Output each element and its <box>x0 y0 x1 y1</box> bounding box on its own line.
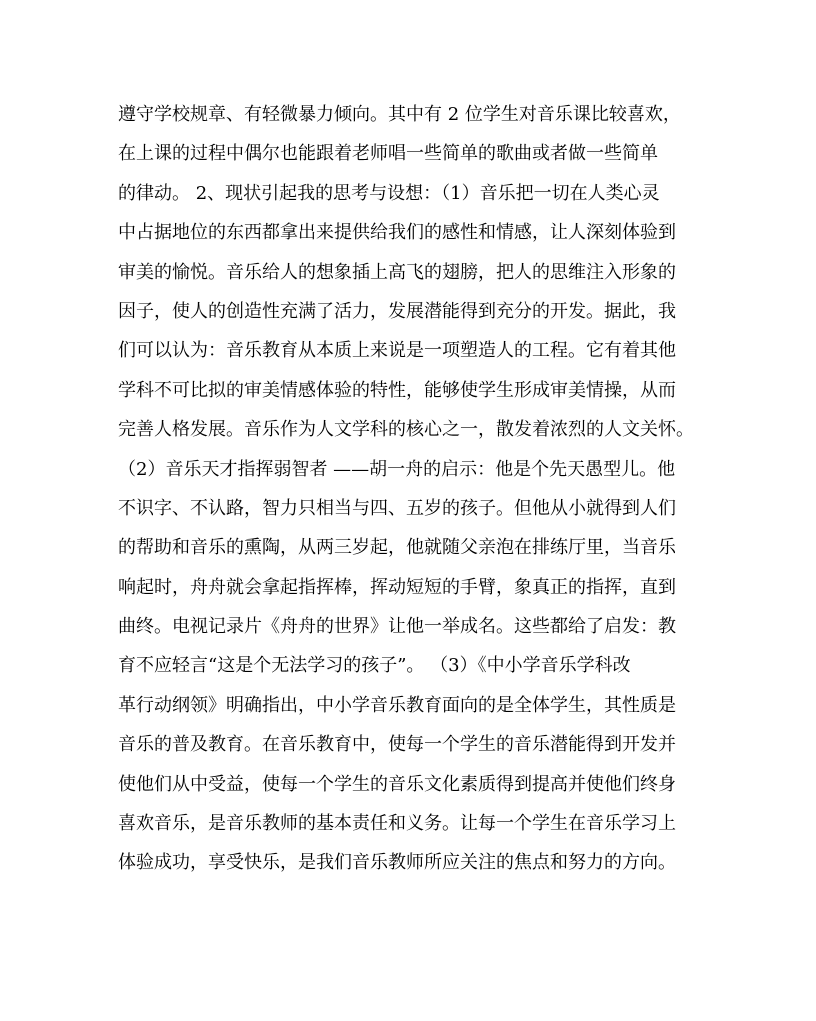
text-line: 响起时，舟舟就会拿起指挥棒，挥动短短的手臂，象真正的指挥，直到 <box>118 576 676 598</box>
text-line: 遵守学校规章、有轻微暴力倾向。其中有 2 位学生对音乐课比较喜欢， <box>118 104 681 125</box>
text-line: 革行动纲领》明确指出，中小学音乐教育面向的是全体学生，其性质是 <box>118 694 676 716</box>
text-line: 学科不可比拟的审美情感体验的特性，能够使学生形成审美情操，从而 <box>118 379 676 401</box>
text-line: 音乐的普及教育。在音乐教育中，使每一个学生的音乐潜能得到开发并 <box>118 734 676 756</box>
text-line: 审美的愉悦。音乐给人的想象插上高飞的翅膀，把人的思维注入形象的 <box>118 261 676 283</box>
text-line: 完善人格发展。音乐作为人文学科的核心之一，散发着浓烈的人文关怀。 <box>118 419 694 441</box>
text-line: 们可以认为：音乐教育从本质上来说是一项塑造人的工程。它有着其他 <box>118 340 676 362</box>
text-line: 喜欢音乐，是音乐教师的基本责任和义务。让每一个学生在音乐学习上 <box>118 813 676 835</box>
text-line: 曲终。电视记录片《舟舟的世界》让他一举成名。这些都给了启发：教 <box>118 616 676 638</box>
text-line: 使他们从中受益，使每一个学生的音乐文化素质得到提高并使他们终身 <box>118 773 676 795</box>
text-line: 在上课的过程中偶尔也能跟着老师唱一些简单的歌曲或者做一些简单 <box>118 143 658 165</box>
text-line: 的律动。 2、现状引起我的思考与设想：（1）音乐把一切在人类心灵 <box>118 182 660 204</box>
text-line: 不识字、不认路，智力只相当与四、五岁的孩子。但他从小就得到人们 <box>118 497 676 519</box>
text-line: 因子，使人的创造性充满了活力，发展潜能得到充分的开发。据此，我 <box>118 300 676 322</box>
text-line: 育不应轻言“这是个无法学习的孩子”。 （3）《中小学音乐学科改 <box>118 655 631 677</box>
text-line: 中占据地位的东西都拿出来提供给我们的感性和情感，让人深刻体验到 <box>118 222 676 244</box>
text-line: 体验成功，享受快乐，是我们音乐教师所应关注的焦点和努力的方向。 <box>118 852 676 874</box>
text-line: （2）音乐天才指挥弱智者 ——胡一舟的启示：他是个先天愚型儿。他 <box>118 458 676 480</box>
body-text <box>118 104 708 892</box>
text-line: 的帮助和音乐的熏陶，从两三岁起，他就随父亲泡在排练厅里，当音乐 <box>118 537 676 559</box>
